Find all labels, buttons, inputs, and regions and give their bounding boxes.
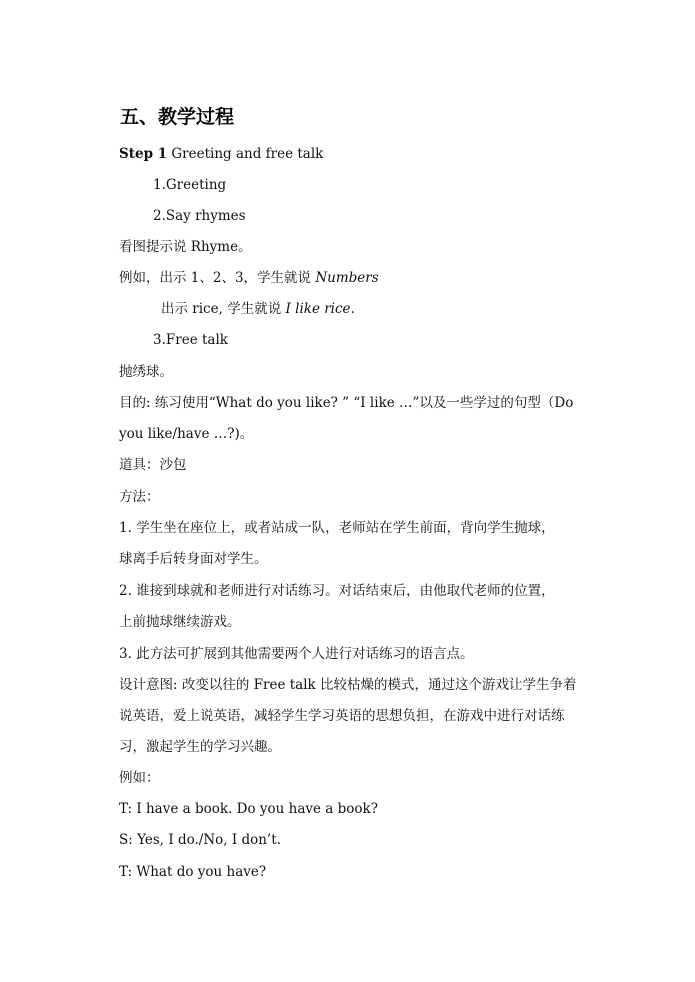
example-label: 例如： xyxy=(119,770,160,786)
step1-label: Step 1 xyxy=(119,146,168,162)
props-line: 道具：沙包 xyxy=(119,457,187,473)
example-rice xyxy=(161,299,355,319)
section-title: 五、教学过程 xyxy=(120,106,235,128)
method-1-line-1: 1. 学生坐在座位上，或者站成一队，老师站在学生前面，背向学生抛球， xyxy=(119,520,555,536)
design-line-2: 说英语，爱上说英语，减轻学生学习英语的思想负担，在游戏中进行对话练 xyxy=(119,708,565,724)
example-rice-italic: I like rice xyxy=(285,301,351,317)
dialogue-line: S: Yes, I do./No, I don’t. xyxy=(119,832,281,848)
say-rhymes-item: 2.Say rhymes xyxy=(153,208,246,224)
method-1-line-2: 球离手后转身面对学生。 xyxy=(119,551,268,567)
example-numbers xyxy=(119,268,379,288)
rhyme-hint: 看图提示说 Rhyme。 xyxy=(119,239,252,255)
method-2-line-2: 上前抛球继续游戏。 xyxy=(119,614,241,630)
throw-ball-line: 抛绣球。 xyxy=(119,364,173,380)
method-2-line-1: 2. 谁接到球就和老师进行对话练习。对话结束后，由他取代老师的位置， xyxy=(119,583,555,599)
step1-heading xyxy=(119,144,323,164)
dialogue-line: T: What do you have? xyxy=(119,864,267,880)
method-heading: 方法： xyxy=(119,489,160,505)
free-talk-item: 3.Free talk xyxy=(153,332,228,348)
example-rice-suffix: . xyxy=(350,301,355,317)
purpose-line-2: you like/have …?)。 xyxy=(119,426,254,442)
method-3-line: 3. 此方法可扩展到其他需要两个人进行对话练习的语言点。 xyxy=(119,646,474,662)
design-line-1: 设计意图: 改变以往的 Free talk 比较枯燥的模式，通过这个游戏让学生争着 xyxy=(119,677,577,693)
purpose-line-1: 目的: 练习使用“What do you like? ” “I like …”以及一些学过的句型（Do xyxy=(119,395,574,411)
greeting-item: 1.Greeting xyxy=(153,177,227,193)
example-numbers-prefix: 例如，出示 1、2、3，学生就说 xyxy=(119,270,316,286)
example-numbers-italic: Numbers xyxy=(315,270,379,286)
example-rice-prefix: 出示 rice, 学生就说 xyxy=(161,301,286,317)
dialogue-line: T: I have a book. Do you have a book? xyxy=(119,801,378,817)
step1-text: Greeting and free talk xyxy=(167,146,324,162)
design-line-3: 习，激起学生的学习兴趣。 xyxy=(119,739,281,755)
